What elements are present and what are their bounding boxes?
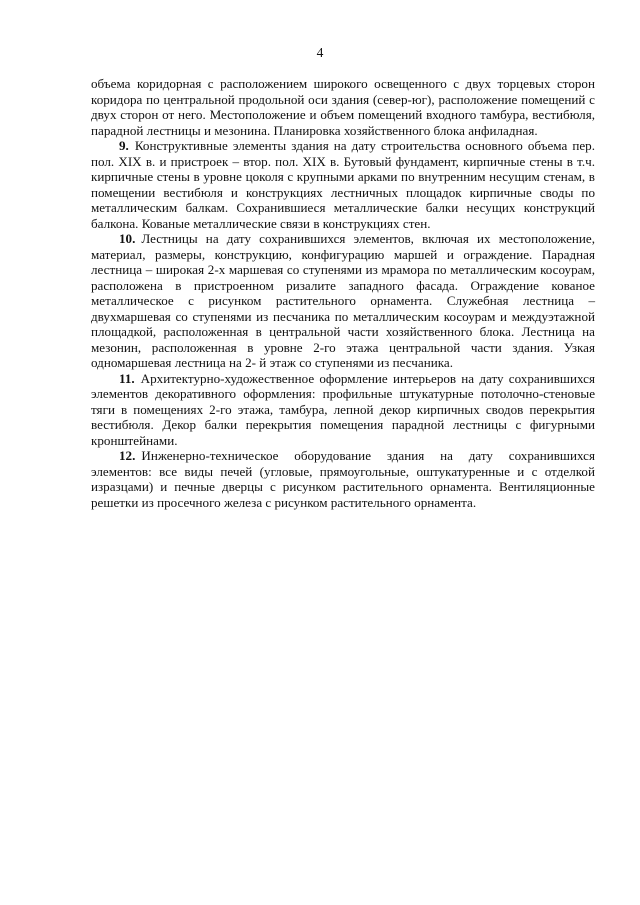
paragraph-10 bbox=[91, 231, 595, 371]
paragraph-text: Конструктивные элементы здания на дату строительства основного объема пер. пол. XIX в. и пристроек – втор. пол. XIX в. Бутовый фундамент, кирпичные стены в т.ч. кирпичные стены в уровне цоколя с крупными арками по внутренним несущим стенам, в помещении вестибюля и конструкциях лестничных площадок кирпичные своды по металлическим балкам. Сохранившиеся металлические балки несущих конструкций балкона. Кованые металлические связи в конструкциях стен. bbox=[91, 138, 595, 231]
paragraph-text: Архитектурно-художественное оформление интерьеров на дату сохранившихся элементов декоративного оформления: профильные штукатурные потолочно-стеновые тяги в помещениях 2-го этажа, тамбура, лепной декор кирпичных сводов перекрытия вестибюля. Декор балки перекрытия помещения парадной лестницы с фигурными кронштейнами. bbox=[91, 370, 595, 448]
paragraph-9 bbox=[91, 138, 595, 231]
paragraph-number: 9. bbox=[119, 138, 129, 153]
document-body bbox=[91, 76, 595, 510]
paragraph-text: Лестницы на дату сохранившихся элементов, включая их местоположение, материал, размеры, конструкцию, конфигурацию маршей и ограждение. Парадная лестница – широкая 2-х маршевая со ступенями из мрамора по металлическим косоурам, расположена в пристроенном ризалите западного фасада. Ограждение кованое металлическое с рисунком растительного орнамента. Служебная лестница – двухмаршевая со ступенями из песчаника по металлическим косоурам и междуэтажной площадкой, расположенная в центральной части хозяйственного блока. Лестница на мезонин, расположенная в уровне 2-го этажа центральной части здания. Узкая одномаршевая лестница на 2- й этаж со ступенями из песчаника. bbox=[91, 231, 595, 370]
paragraph-continuation bbox=[91, 76, 595, 138]
paragraph-number: 11. bbox=[119, 370, 135, 386]
paragraph-number: 10. bbox=[119, 231, 136, 246]
paragraph-11 bbox=[91, 371, 595, 449]
paragraph-text: объема коридорная с расположением широкого освещенного с двух торцевых сторон коридора по центральной продольной оси здания (север-юг), расположение помещений с двух сторон от него. Местоположение и объем помещений входного тамбура, вестибюля, парадной лестницы и мезонина. Планировка хозяйственного блока анфиладная. bbox=[91, 76, 595, 138]
page-number: 4 bbox=[316, 45, 324, 60]
paragraph-12 bbox=[91, 448, 595, 510]
paragraph-number: 12. bbox=[119, 448, 136, 463]
paragraph-text: Инженерно-техническое оборудование здания на дату сохранившихся элементов: все виды печей (угловые, прямоугольные, оштукатуренные и с отделкой изразцами) и печные дверцы с рисунком растительного орнамента. Вентиляционные решетки из просечного железа с рисунком растительного орнамента. bbox=[91, 448, 595, 510]
